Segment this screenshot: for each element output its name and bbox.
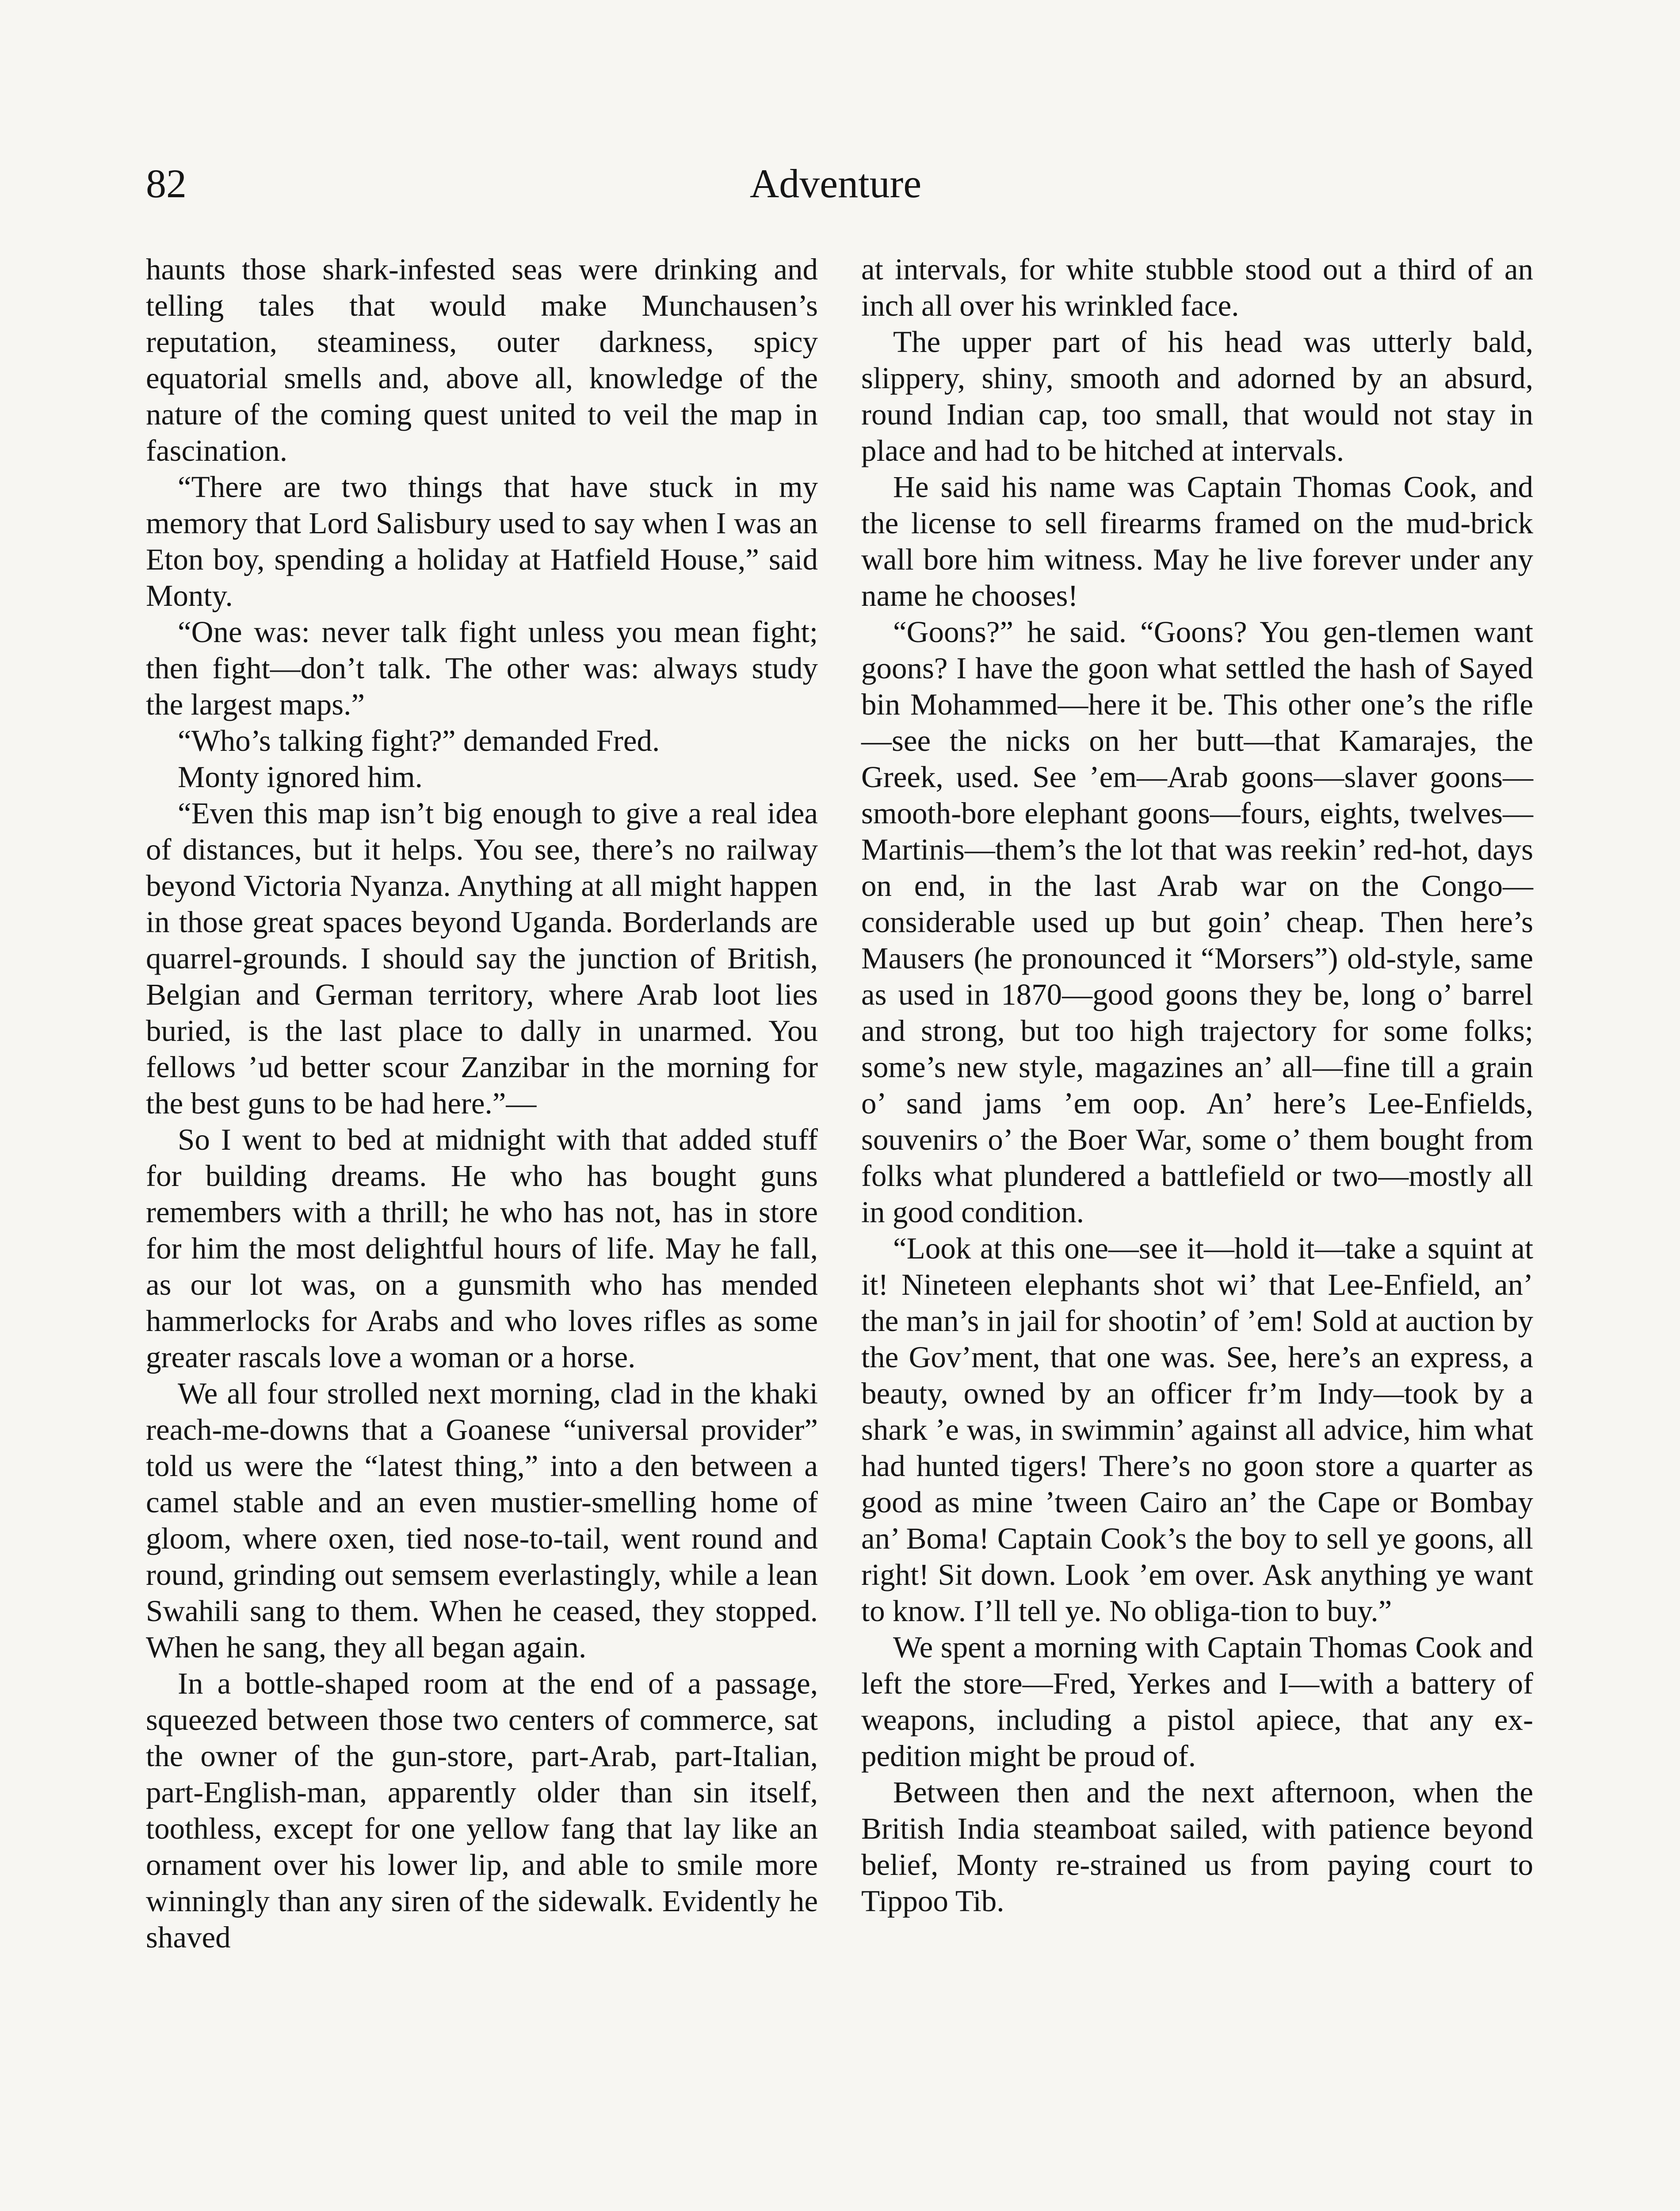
paragraph: “Look at this one—see it—hold it—take a squint at it! Nineteen elephants shot wi’ that Lee-Enfield, an’ the man’s in jail for shootin’ of ’em! Sold at auction by the Gov’ment, that one was. See, here’s an express, a beauty, owned by an officer fr’m Indy—took by a shark ’e was, in swimmin’ against all advice, him what had hunted tigers! There’s no goon store a quarter as good as mine ’tween Cairo an’ the Cape or Bombay an’ Boma! Captain Cook’s the boy to sell ye goons, all right! Sit down. Look ’em over. Ask anything ye want to know. I’ll tell ye. No obliga-tion to buy.” — [861, 1232, 1533, 1628]
paragraph: at intervals, for white stubble stood out a third of an inch all over his wrinkled face. — [861, 252, 1533, 322]
paragraph: Between then and the next afternoon, when the British India steamboat sailed, with patience beyond belief, Monty re-strained us from paying court to Tippoo Tib. — [861, 1775, 1533, 1918]
paragraph: He said his name was Captain Thomas Cook, and the license to sell firearms framed on the mud-brick wall bore him witness. May he live forever under any name he chooses! — [861, 470, 1533, 612]
left-column — [146, 251, 818, 1955]
paragraph: haunts those shark-infested seas were drinking and telling tales that would make Munchausen’s reputation, steaminess, outer darkness, spicy equatorial smells and, above all, knowledge of the nature of the coming quest united to veil the map in fascination. — [146, 252, 818, 467]
paragraph: “One was: never talk fight unless you mean fight; then fight—don’t talk. The other was: always study the largest maps.” — [146, 615, 818, 721]
paragraph: The upper part of his head was utterly bald, slippery, shiny, smooth and adorned by an absurd, round Indian cap, too small, that would not stay in place and had to be hitched at intervals. — [861, 325, 1533, 467]
page-number: 82 — [146, 161, 187, 206]
paragraph: So I went to bed at midnight with that added stuff for building dreams. He who has bought guns remembers with a thrill; he who has not, has in store for him the most delightful hours of life. May he fall, as our lot was, on a gunsmith who has mended hammerlocks for Arabs and who loves rifles as some greater rascals love a woman or a horse. — [146, 1123, 818, 1374]
paragraph: “Even this map isn’t big enough to give a real idea of distances, but it helps. You see, there’s no railway beyond Victoria Nyanza. Anything at all might happen in those great spaces beyond Uganda. Borderlands are quarrel-grounds. I should say the junction of British, Belgian and German territory, where Arab loot lies buried, is the last place to dally in unarmed. You fellows ’ud better scour Zanzibar in the morning for the best guns to be had here.”— — [146, 796, 818, 1120]
paragraph: “There are two things that have stuck in my memory that Lord Salisbury used to say when I was an Eton boy, spending a holiday at Hatfield House,” said Monty. — [146, 470, 818, 612]
right-column — [861, 251, 1533, 1919]
paragraph: “Goons?” he said. “Goons? You gen-tlemen want goons? I have the goon what settled the hash of Sayed bin Mohammed—here it be. This other one’s the rifle—see the nicks on her butt—that Kamarajes, the Greek, used. See ’em—Arab goons—slaver goons—smooth-bore elephant goons—fours, eights, twelves—Martinis—them’s the lot that was reekin’ red-hot, days on end, in the last Arab war on the Congo—considerable used up but goin’ cheap. Then here’s Mausers (he pronounced it “Morsers”) old-style, same as used in 1870—good goons they be, long o’ barrel and strong, but too high trajectory for some folks; some’s new style, magazines an’ all—fine till a grain o’ sand jams ’em oop. An’ here’s Lee-Enfields, souvenirs o’ the Boer War, some o’ them bought from folks what plundered a battlefield or two—mostly all in good condition. — [861, 615, 1533, 1229]
paragraph: We spent a morning with Captain Thomas Cook and left the store—Fred, Yerkes and I—with a battery of weapons, including a pistol apiece, that any ex-pedition might be proud of. — [861, 1630, 1533, 1773]
paragraph: In a bottle-shaped room at the end of a passage, squeezed between those two centers of commerce, sat the owner of the gun-store, part-Arab, part-Italian, part-English-man, apparently older than sin itself, toothless, except for one yellow fang that lay like an ornament over his lower lip, and able to smile more winningly than any siren of the sidewalk. Evidently he shaved — [146, 1667, 818, 1954]
paragraph: “Who’s talking fight?” demanded Fred. — [178, 724, 660, 757]
paragraph: Monty ignored him. — [178, 760, 423, 794]
running-title: Adventure — [749, 161, 922, 206]
paragraph: We all four strolled next morning, clad in the khaki reach-me-downs that a Goanese “universal provider” told us were the “latest thing,” into a den between a camel stable and an even mustier-smelling home of gloom, where oxen, tied nose-to-tail, went round and round, grinding out semsem everlastingly, while a lean Swahili sang to them. When he ceased, they stopped. When he sang, they all began again. — [146, 1377, 818, 1664]
page-header — [146, 155, 1525, 212]
